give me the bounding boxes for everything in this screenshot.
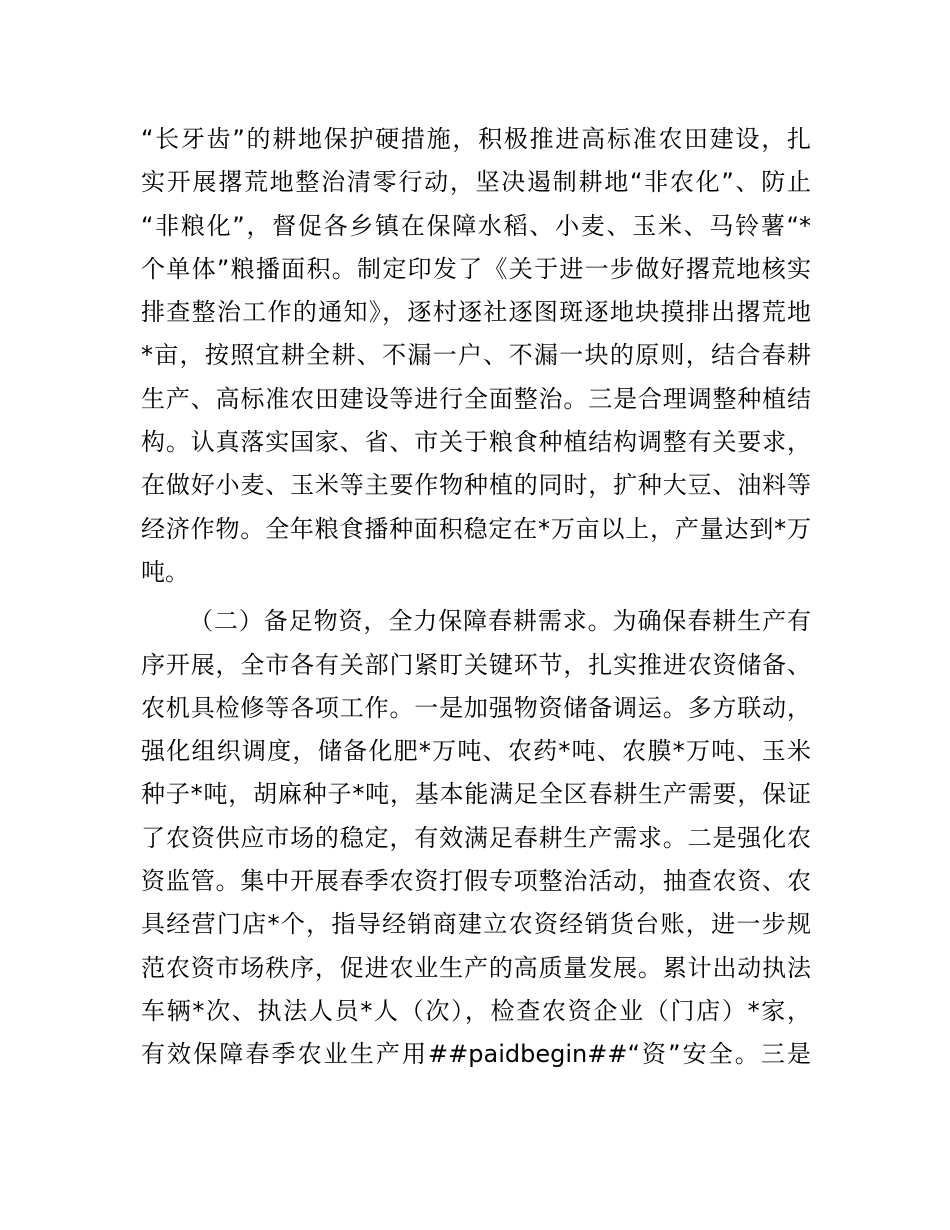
paragraph-1: [141, 118, 811, 594]
paragraph-2: [141, 600, 811, 1076]
text-line: 农机具检修等各项工作。一是加强物资储备调运。多方联动，: [141, 693, 811, 722]
text-line: 有效保障春季农业生产用##paidbegin##“资”安全。三是: [141, 1040, 811, 1069]
text-line: 范农资市场秩序，促进农业生产的高质量发展。累计出动执法: [141, 953, 811, 982]
text-line: 种子*吨，胡麻种子*吨，基本能满足全区春耕生产需要，保证: [141, 780, 811, 809]
text-line: 了农资供应市场的稳定，有效满足春耕生产需求。二是强化农: [141, 823, 811, 852]
text-line: “非粮化”，督促各乡镇在保障水稻、小麦、玉米、马铃薯“*: [141, 211, 811, 240]
text-line: 个单体”粮播面积。制定印发了《关于进一步做好撂荒地核实: [141, 254, 811, 283]
text-line: 经济作物。全年粮食播种面积稳定在*万亩以上，产量达到*万: [141, 514, 811, 543]
text-line: 车辆*次、执法人员*人（次），检查农资企业（门店）*家，: [141, 996, 811, 1025]
text-line: 吨。: [141, 557, 189, 586]
text-line: 生产、高标准农田建设等进行全面整治。三是合理调整种植结: [141, 384, 811, 413]
text-line: *亩，按照宜耕全耕、不漏一户、不漏一块的原则，结合春耕: [141, 341, 811, 370]
document-body: [141, 118, 811, 1077]
text-line: 强化组织调度，储备化肥*万吨、农药*吨、农膜*万吨、玉米: [141, 737, 811, 766]
text-line: 实开展撂荒地整治清零行动，坚决遏制耕地“非农化”、防止: [141, 168, 811, 197]
text-line: “长牙齿”的耕地保护硬措施，积极推进高标准农田建设，扎: [141, 125, 811, 153]
text-line: 排查整治工作的通知》，逐村逐社逐图斑逐地块摸排出撂荒地: [141, 298, 811, 327]
text-line: （二）备足物资，全力保障春耕需求。为确保春耕生产有: [189, 607, 811, 636]
text-line: 序开展，全市各有关部门紧盯关键环节，扎实推进农资储备、: [141, 650, 811, 679]
text-line: 资监管。集中开展春季农资打假专项整治活动，抽查农资、农: [141, 867, 811, 896]
text-line: 在做好小麦、玉米等主要作物种植的同时，扩种大豆、油料等: [141, 471, 811, 500]
text-line: 构。认真落实国家、省、市关于粮食种植结构调整有关要求，: [141, 428, 811, 457]
text-line: 具经营门店*个，指导经销商建立农资经销货台账，进一步规: [141, 910, 811, 939]
